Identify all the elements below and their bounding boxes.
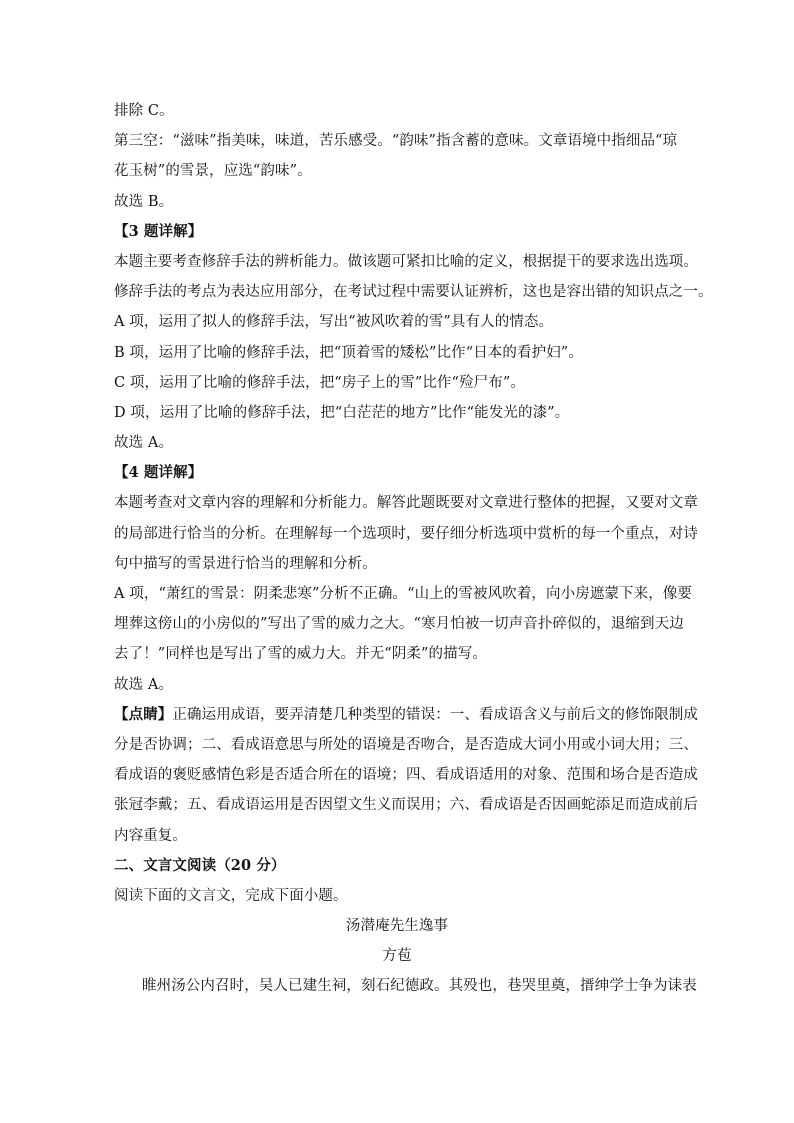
text-line: C 项，运用了比喻的修辞手法，把“房子上的雪”比作“殓尸布”。: [114, 374, 525, 391]
text-line: A 项，“萧红的雪景：阴柔悲寒”分析不正确。“山上的雪被风吹着，向小房遮蒙下来，像要: [114, 586, 693, 602]
text-line: 分是否协调；二、看成语意思与所处的语境是否吻合，是否造成大词小用或小词大用；三、: [114, 736, 698, 753]
section-heading: 【3 题详解】: [114, 222, 203, 240]
text-line: A 项，运用了拟人的修辞手法，写出“被风吹着的雪”具有人的情态。: [114, 314, 554, 331]
text-line: 故选 A。: [114, 676, 174, 693]
passage-title: 汤潜庵先生逸事: [345, 918, 449, 935]
text-line: D 项，运用了比喻的修辞手法，把“白茫茫的地方”比作“能发光的漆”。: [114, 404, 570, 421]
text-line: 张冠李戴；五、看成语运用是否因望文生义而误用；六、看成语是否因画蛇添足而造成前后: [114, 797, 698, 814]
text-line: 排除 C。: [114, 103, 174, 119]
text-line: 看成语的褒贬感情色彩是否适合所在的语境；四、看成语适用的对象、范围和场合是否造成: [114, 767, 698, 784]
text-line: 修辞手法的考点为表达应用部分，在考试过程中需要认证辨析，这也是容出错的知识点之一。: [114, 284, 713, 301]
text-line: B 项，运用了比喻的修辞手法，把“顶着雪的矮松”比作“日本的看护妇”。: [114, 344, 583, 361]
text-line: 故选 A。: [114, 435, 174, 452]
text-line-with-bold-lead: [114, 700, 699, 730]
passage-text-line: 睢州汤公内召时，吴人已建生祠，刻石纪德政。其殁也，巷哭里奠，搢绅学士争为诔表: [142, 978, 697, 995]
text-line: 内容重复。: [114, 827, 187, 844]
text-line: 第三空：“滋味”指美味，味道，苦乐感受。“韵味”指含蓄的意味。文章语境中指细品“琼: [114, 133, 678, 150]
section-heading: 二、文言文阅读（20 分）: [114, 856, 286, 874]
text-line: 花玉树”的雪景，应选“韵味”。: [114, 163, 312, 180]
text-line: 的局部进行恰当的分析。在理解每一个选项时，要仔细分析选项中赏析的每一个重点，对诗: [114, 525, 698, 542]
passage-author: 方苞: [382, 948, 412, 965]
text-line: 本题主要考查修辞手法的辨析能力。做该题可紧扣比喻的定义，根据提干的要求选出选项。: [114, 253, 698, 270]
section-heading: 【4 题详解】: [114, 464, 203, 482]
document-page: [114, 96, 713, 1002]
tip-text: 正确运用成语，要弄清楚几种类型的错误：一、看成语含义与前后文的修饰限制成: [172, 706, 699, 723]
text-line: 本题考查对文章内容的理解和分析能力。解答此题既要对文章进行整体的把握，又要对文章: [114, 495, 698, 512]
text-line: 故选 B。: [114, 193, 174, 210]
tip-label: 【点睛】: [114, 705, 173, 723]
text-line: 埋葬这傍山的小房似的”写出了雪的威力之大。“寒月怕被一切声音扑碎似的，退缩到天边: [114, 616, 684, 633]
text-line: 去了！”同样也是写出了雪的威力大。并无“阴柔”的描写。: [114, 646, 487, 663]
text-line: 句中描写的雪景进行恰当的理解和分析。: [114, 555, 377, 572]
text-line: 阅读下面的文言文，完成下面小题。: [114, 887, 348, 904]
